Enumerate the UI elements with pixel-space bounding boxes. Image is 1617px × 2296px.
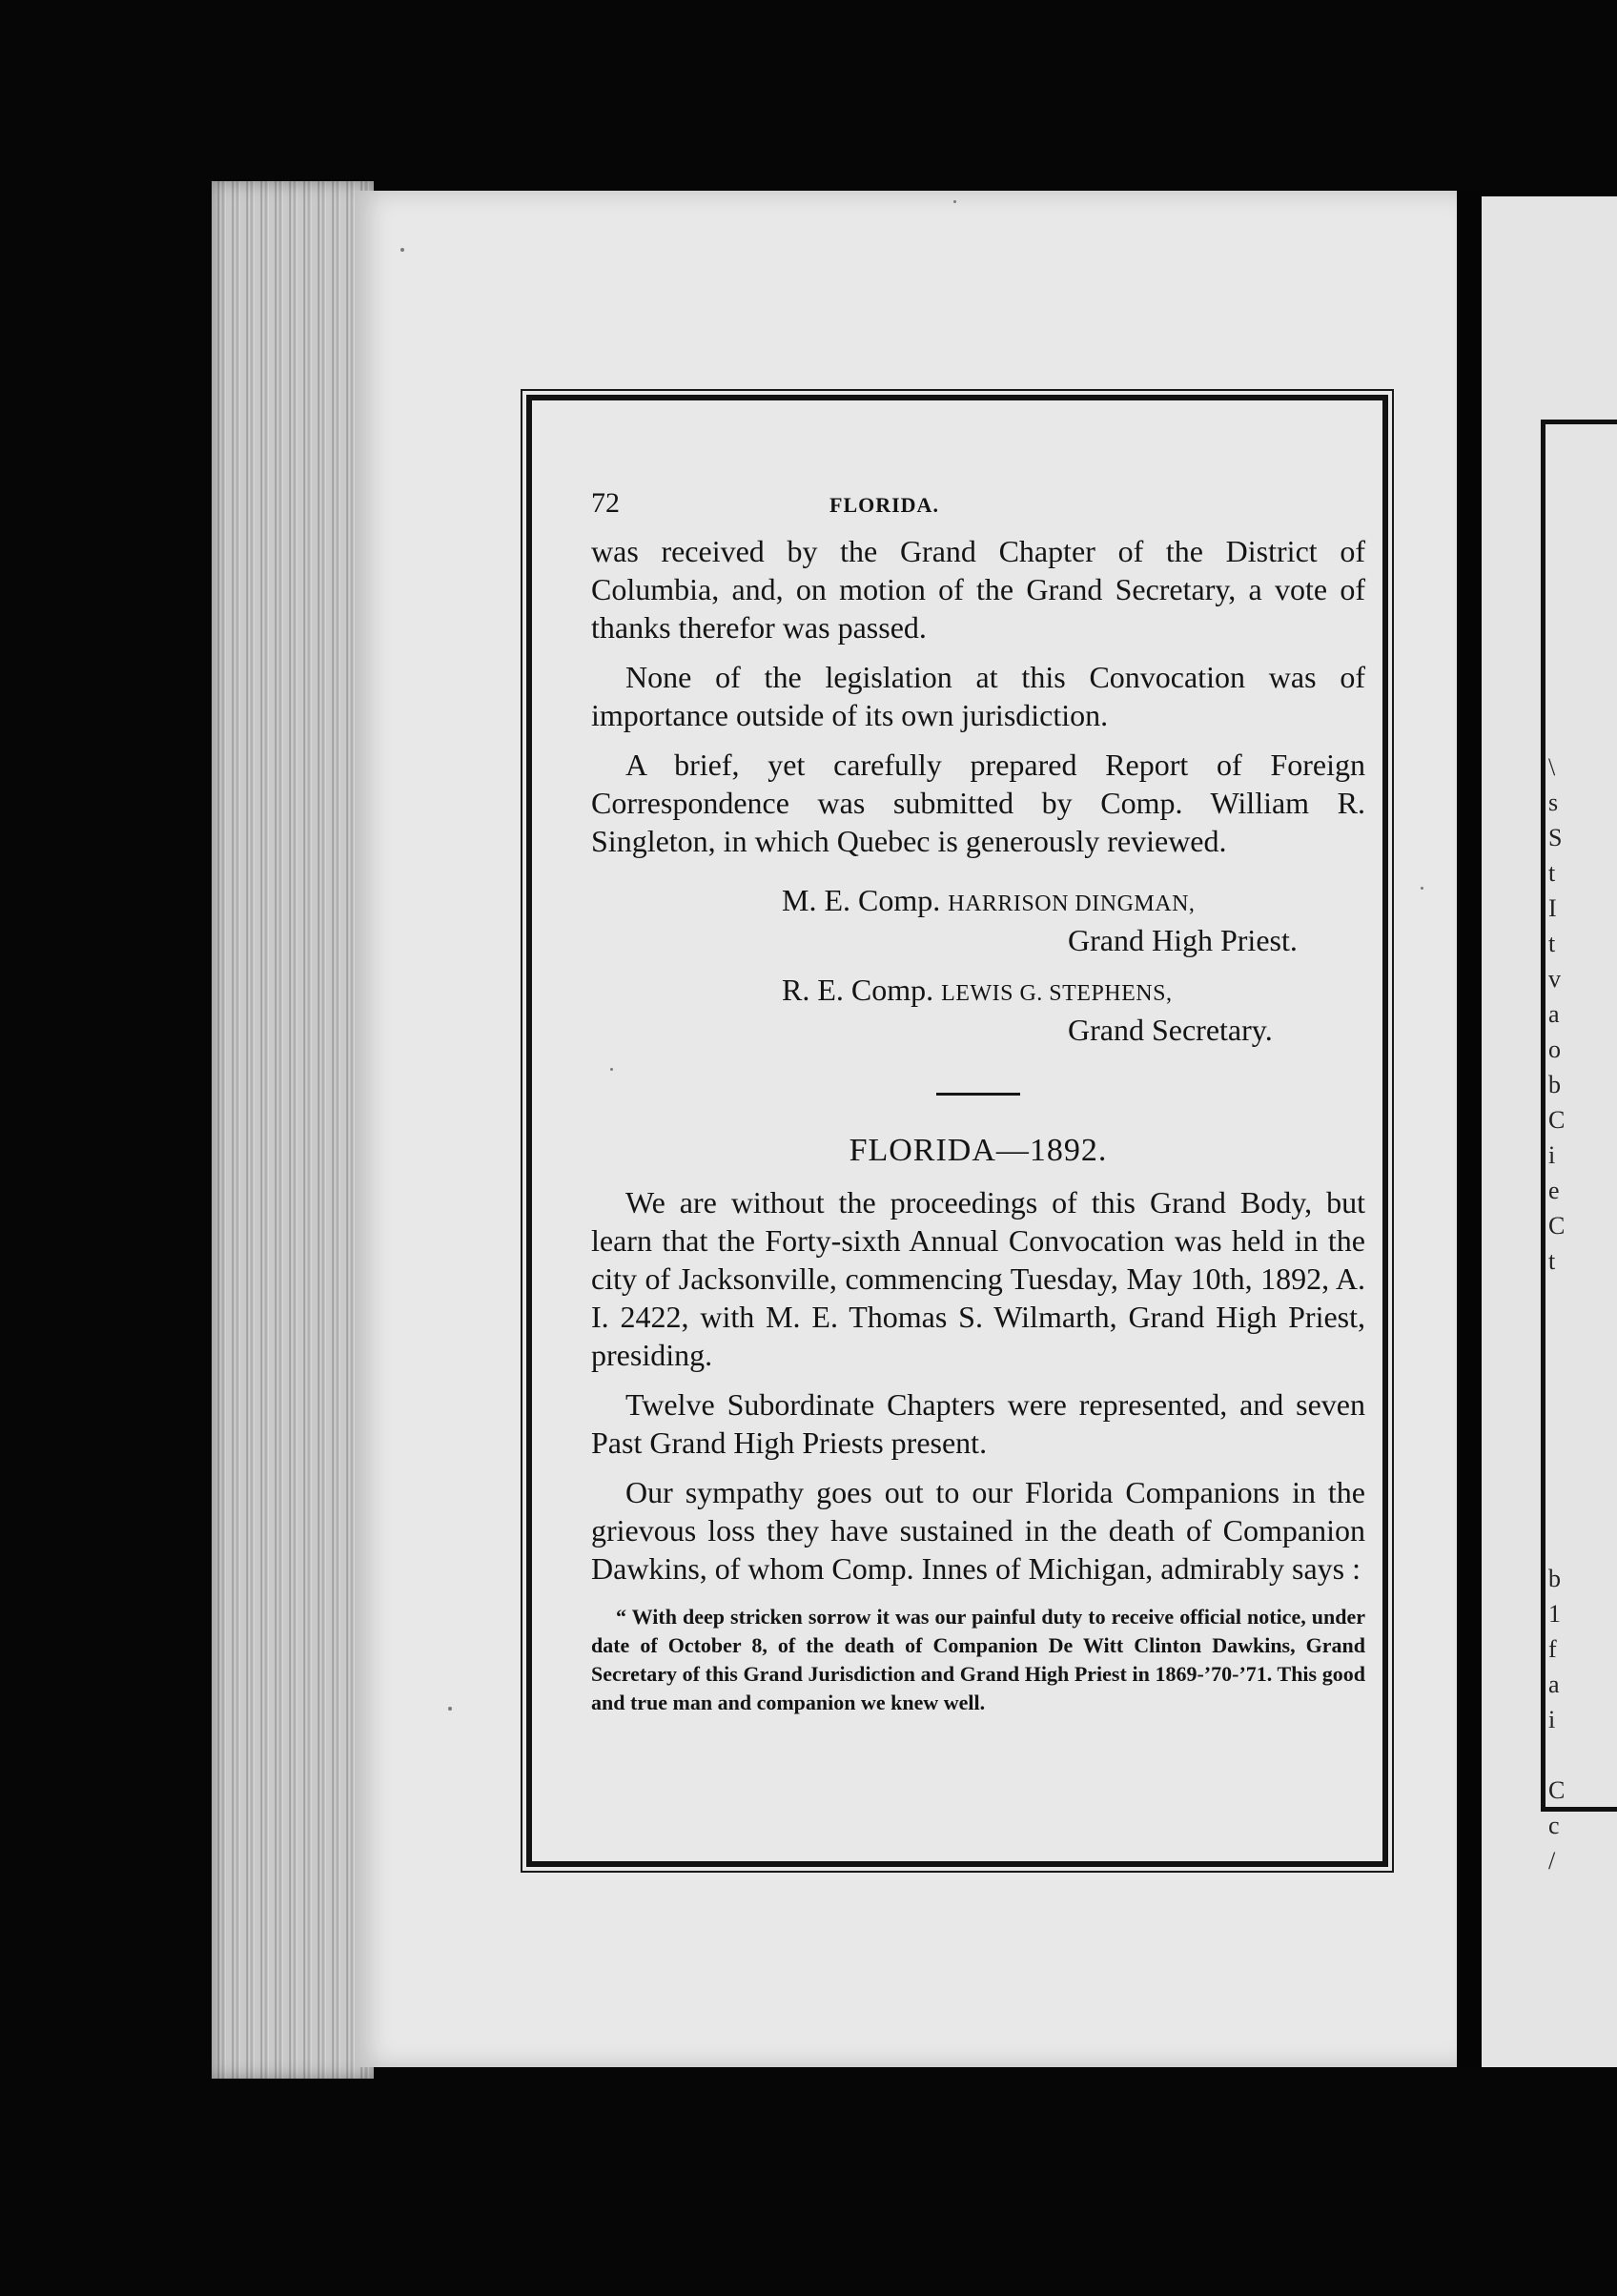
adjacent-page-letter: o <box>1548 1035 1561 1063</box>
adjacent-page-letter <box>1548 1526 1586 1561</box>
adjacent-page-letter: I <box>1548 894 1557 922</box>
signature-name-line <box>782 971 1365 1011</box>
scan-speck <box>400 248 404 252</box>
adjacent-page-letter <box>1548 1349 1586 1384</box>
adjacent-page-letter: a <box>1548 1671 1560 1698</box>
running-head-title: FLORIDA. <box>829 493 939 517</box>
adjacent-page-letter: t <box>1548 930 1556 957</box>
adjacent-page-letter: 1 <box>1548 1600 1561 1628</box>
signature-name: LEWIS G. STEPHENS, <box>941 981 1173 1006</box>
adjacent-page-letter <box>1548 1279 1586 1314</box>
adjacent-page-letter: i <box>1548 1141 1556 1169</box>
adjacent-page-letter: b <box>1548 1565 1561 1592</box>
page-content <box>591 484 1365 1717</box>
signature-title: Grand High Priest. <box>1068 923 1298 957</box>
signature-name-line <box>782 881 1365 921</box>
adjacent-page-letter <box>1548 1737 1586 1773</box>
adjacent-page-letter: v <box>1548 965 1561 993</box>
signature-block <box>591 881 1365 1051</box>
scan-speck <box>1421 887 1423 890</box>
paragraph: was received by the Grand Chapter of the District of Columbia, and, on motion of the Grand Secretary, a vote of thanks therefor was passed. <box>591 534 1365 645</box>
adjacent-page-letter: C <box>1548 1212 1566 1240</box>
adjacent-page-letter: c <box>1548 1812 1560 1839</box>
paragraph: A brief, yet carefully prepared Report of Foreign Correspondence was submitted by Comp. William R. Singleton, in which Quebec is generously reviewed. <box>591 748 1365 858</box>
adjacent-page-letter: i <box>1548 1706 1556 1733</box>
adjacent-page-letter <box>1548 1420 1586 1455</box>
block-quote: “ With deep stricken sorrow it was our painful duty to receive official notice, under date of October 8, of the death of Companion De Witt Clinton Dawkins, Grand Secretary of this Grand Jurisdiction and Grand High Priest in 1869-’70-’71. This good and true man and companion we knew well. <box>591 1605 1365 1714</box>
adjacent-page-letter <box>1548 1490 1586 1526</box>
signature-prefix: R. E. Comp. <box>782 973 934 1007</box>
adjacent-page-letter: S <box>1548 824 1563 851</box>
adjacent-page-letter: b <box>1548 1071 1561 1098</box>
adjacent-page-letter: a <box>1548 1000 1560 1028</box>
adjacent-page <box>1482 196 1617 2067</box>
scan-speck <box>448 1707 452 1711</box>
adjacent-page-text <box>1548 749 1586 1878</box>
page-edges <box>212 181 374 2079</box>
signature-title: Grand Secretary. <box>1068 1013 1273 1047</box>
adjacent-page-letter: \ <box>1548 753 1556 781</box>
signature-prefix: M. E. Comp. <box>782 883 941 917</box>
adjacent-page-letter: s <box>1548 789 1559 816</box>
paragraph: We are without the proceedings of this Grand Body, but learn that the Forty-sixth Annual Convocation was held in the city of Jacksonville, commencing Tuesday, May 10th, 1892, A. I. 2422, with M. E. Thomas S. Wilmarth, Grand High Priest, presiding. <box>591 1185 1365 1372</box>
book-gutter <box>1457 191 1482 2067</box>
adjacent-page-letter <box>1548 1384 1586 1420</box>
running-head <box>591 484 1365 523</box>
adjacent-page-letter: t <box>1548 1247 1556 1275</box>
adjacent-page-letter: C <box>1548 1776 1566 1804</box>
scan-speck <box>610 1068 613 1071</box>
scan-speck <box>953 200 956 203</box>
adjacent-page-letter: / <box>1548 1847 1556 1875</box>
adjacent-page-letter <box>1548 1314 1586 1349</box>
adjacent-page-letter: f <box>1548 1635 1557 1663</box>
section-divider <box>936 1093 1020 1096</box>
adjacent-page-letter: e <box>1548 1177 1560 1204</box>
paragraph: None of the legislation at this Convocation was of importance outside of its own jurisdiction. <box>591 660 1365 732</box>
signature-name: HARRISON DINGMAN, <box>948 892 1196 916</box>
section-heading: FLORIDA—1892. <box>849 1133 1108 1168</box>
page-number: 72 <box>591 487 620 519</box>
adjacent-page-letter: t <box>1548 859 1556 887</box>
paragraph: Twelve Subordinate Chapters were represented, and seven Past Grand High Priests present. <box>591 1387 1365 1460</box>
adjacent-page-letter <box>1548 1455 1586 1490</box>
adjacent-page-letter: C <box>1548 1106 1566 1134</box>
paragraph: Our sympathy goes out to our Florida Companions in the grievous loss they have sustained in the death of Companion Dawkins, of whom Comp. Innes of Michigan, admirably says : <box>591 1475 1365 1586</box>
